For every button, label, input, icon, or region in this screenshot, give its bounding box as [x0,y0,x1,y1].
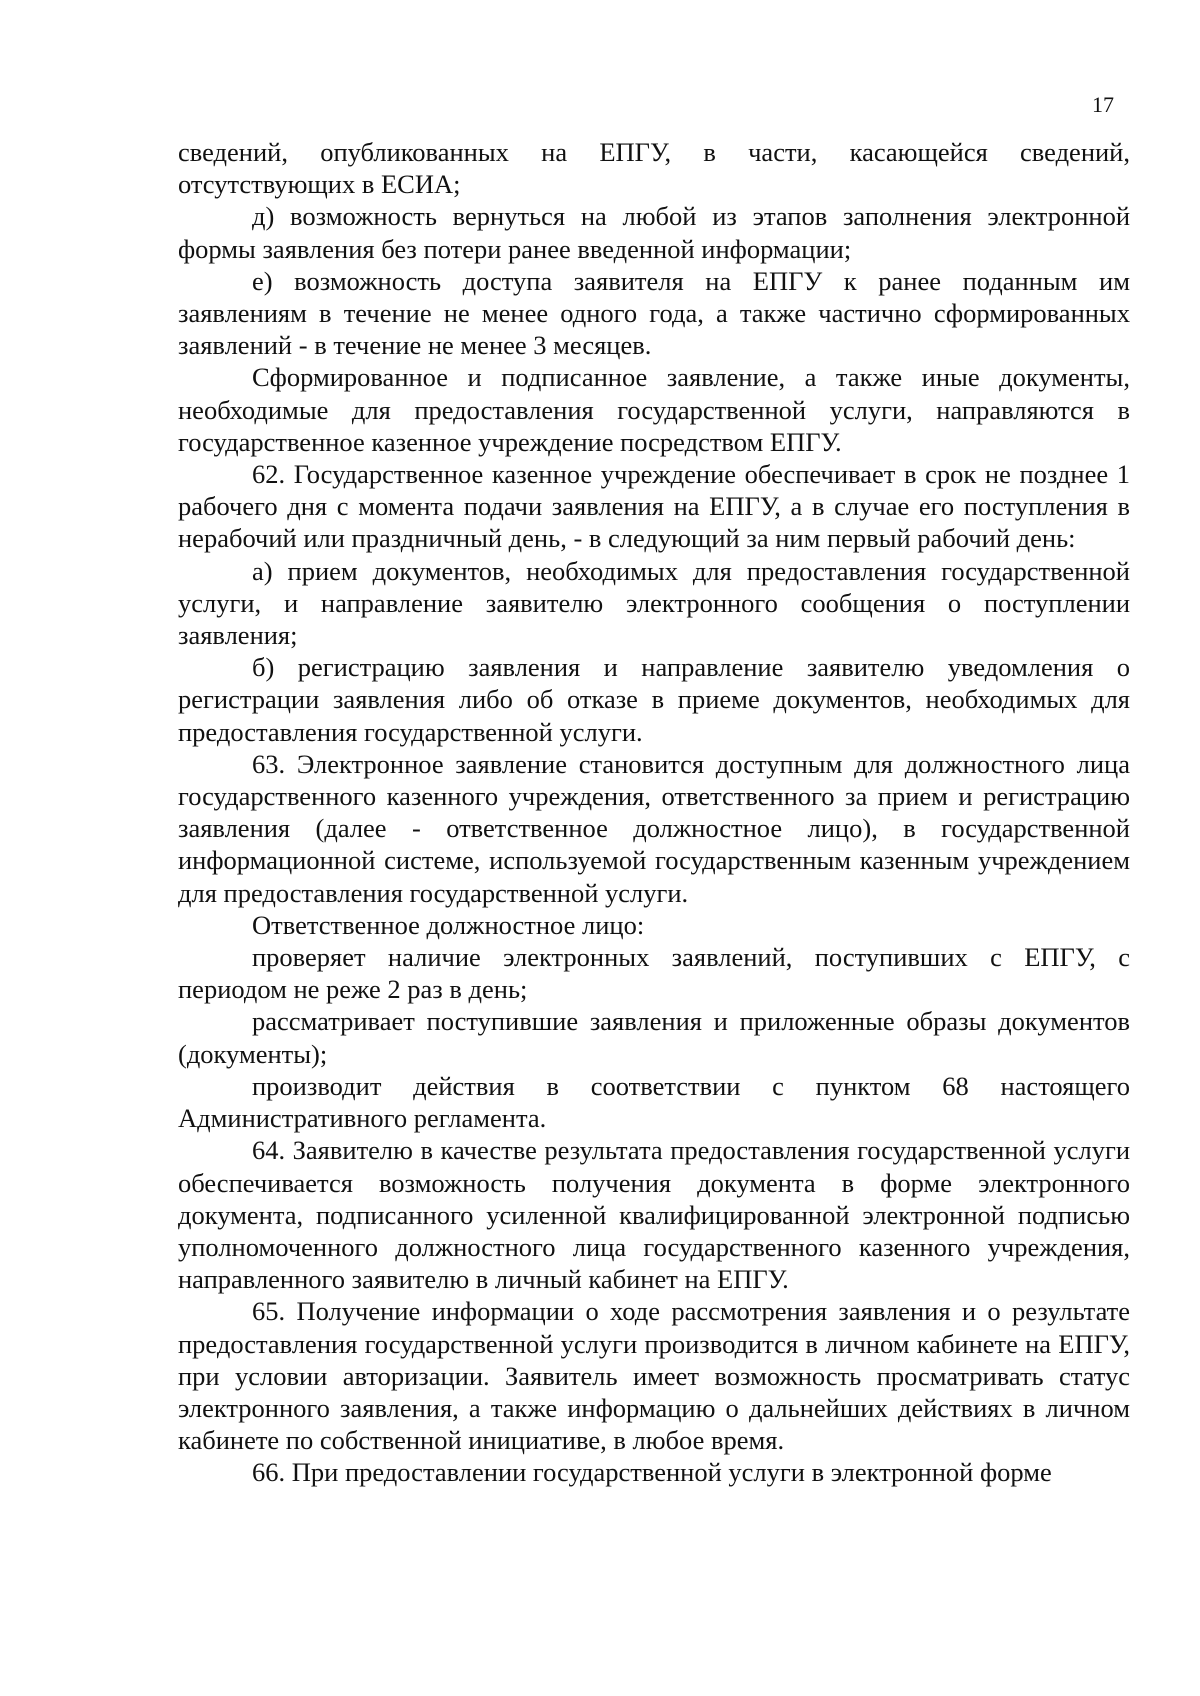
paragraph: производит действия в соответствии с пунктом 68 настоящего Административного регламента. [178,1070,1130,1134]
paragraph: 63. Электронное заявление становится доступным для должностного лица государственного казенного учреждения, ответственного за прием и регистрацию заявления (далее - ответственное должностное лицо), в государственной информационной системе, используемой государственным казенным учреждением для предоставления государственной услуги. [178,748,1130,908]
paragraph: проверяет наличие электронных заявлений, поступивших с ЕПГУ, с периодом не реже 2 раз в день; [178,942,1130,1005]
paragraph: Сформированное и подписанное заявление, а также иные документы, необходимые для предоставления государственной услуги, направляются в государственное казенное учреждение посредством ЕПГУ. [178,362,1130,457]
paragraph: сведений, опубликованных на ЕПГУ, в части, касающейся сведений, отсутствующих в ЕСИА; [178,137,1130,200]
paragraph: Ответственное должностное лицо: [252,909,645,940]
paragraph: 64. Заявителю в качестве результата предоставления государственной услуги обеспечивается возможность получения документа в форме электронного документа, подписанного усиленной квалифицированной электронной подписью уполномоченного должностного лица государственного казенного учреждения, направленного заявителю в личный кабинет на ЕПГУ. [178,1135,1130,1295]
paragraph: рассматривает поступившие заявления и приложенные образы документов (документы); [178,1006,1130,1069]
paragraph: д) возможность вернуться на любой из этапов заполнения электронной формы заявления без потери ранее введенной информации; [178,201,1130,264]
paragraph: 62. Государственное казенное учреждение обеспечивает в срок не позднее 1 рабочего дня с момента подачи заявления на ЕПГУ, а в случае его поступления в нерабочий или праздничный день, - в следующий за ним первый рабочий день: [178,459,1130,554]
paragraph: 65. Получение информации о ходе рассмотрения заявления и о результате предоставления государственной услуги производится в личном кабинете на ЕПГУ, при условии авторизации. Заявитель имеет возможность просматривать статус электронного заявления, а также информацию о дальнейших действиях в личном кабинете по собственной инициативе, в любое время. [178,1296,1130,1456]
page-number: 17 [1092,92,1114,117]
paragraph: 66. При предоставлении государственной услуги в электронной форме [252,1457,1052,1488]
paragraph: б) регистрацию заявления и направление заявителю уведомления о регистрации заявления либо об отказе в приеме документов, необходимых для предоставления государственной услуги. [178,652,1130,747]
paragraph: е) возможность доступа заявителя на ЕПГУ к ранее поданным им заявлениям в течение не менее одного года, а также частично сформированных заявлений - в течение не менее 3 месяцев. [178,265,1130,361]
paragraph: а) прием документов, необходимых для предоставления государственной услуги, и направление заявителю электронного сообщения о поступлении заявления; [178,555,1130,651]
document-body [178,136,1130,1489]
